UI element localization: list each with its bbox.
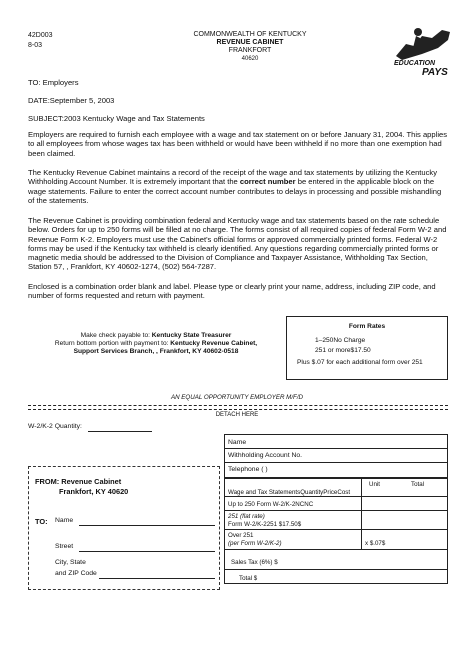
row-divider-2 xyxy=(225,510,447,511)
from-city: Frankfort, KY 40620 xyxy=(59,487,129,496)
agency-city: FRANKFORT xyxy=(228,47,272,54)
row-over-251-price: x $.07$ xyxy=(365,540,386,547)
table-header-row: Wage and Tax StatementsQuantityPriceCost xyxy=(228,489,351,496)
zip-code-label: and ZIP Code xyxy=(55,570,97,577)
memo-to: TO: Employers xyxy=(28,78,79,87)
rate-row-1: 1–250No Charge xyxy=(315,337,366,344)
revision-date: 8-03 xyxy=(28,42,43,49)
logo-text-education: EDUCATION xyxy=(394,60,436,67)
telephone-label: Telephone ( ) xyxy=(228,466,268,473)
logo-text-pays: PAYS xyxy=(422,67,448,78)
return-label: Return bottom portion with payment to: xyxy=(54,340,171,348)
total-row: Total $ xyxy=(239,575,258,582)
paragraph-2 xyxy=(28,168,448,205)
quantity-field[interactable] xyxy=(88,431,152,432)
employer-name-label: Name xyxy=(228,439,247,446)
return-to: Kentucky Revenue Cabinet, xyxy=(170,340,258,348)
sales-tax-row: Sales Tax (6%) $ xyxy=(231,559,278,566)
kentucky-map-icon xyxy=(392,26,454,62)
employer-name-field[interactable] xyxy=(225,448,447,449)
form-rates-box xyxy=(286,316,448,380)
payment-instructions xyxy=(36,332,276,357)
rate-row-2: 251 or more$17.50 xyxy=(315,347,371,354)
street-field[interactable] xyxy=(79,551,215,552)
return-address: Support Services Branch, , Frankfort, KY 40602-0518 xyxy=(73,348,239,356)
city-zip-field[interactable] xyxy=(99,578,215,579)
form-rates-title: Form Rates xyxy=(348,323,386,330)
payable-label: Make check payable to: xyxy=(80,332,152,339)
memo-date: DATE:September 5, 2003 xyxy=(28,96,115,105)
city-state-label: City, State xyxy=(55,559,86,566)
row-over-251: Over 251 xyxy=(228,532,254,539)
employer-info-box xyxy=(224,434,448,478)
row-divider-5 xyxy=(225,569,447,570)
agency-name: REVENUE CABINET xyxy=(216,39,284,46)
education-pays-logo xyxy=(392,26,454,78)
correct-number-emphasis: correct number xyxy=(239,177,296,187)
payable-to: Kentucky State Treasurer xyxy=(151,332,232,339)
row-divider-1 xyxy=(225,496,447,497)
return-line xyxy=(36,340,276,348)
payable-line xyxy=(36,332,276,340)
withholding-account-label: Withholding Account No. xyxy=(228,452,303,459)
row-251-flat: 251 (flat rate) xyxy=(228,513,265,520)
from-label: FROM: Revenue Cabinet xyxy=(35,477,122,486)
detach-here-text: DETACH HERE xyxy=(215,412,259,418)
withholding-account-field[interactable] xyxy=(225,462,447,463)
paragraph-4: Enclosed is a combination order blank and label. Please type or clearly print your name, address, including ZIP code, and number of forms requested and return with payment. xyxy=(28,282,436,301)
col-divider xyxy=(361,479,362,549)
row-up-to-250: Up to 250 Form W-2/K-2NCNC xyxy=(228,501,314,508)
paragraph-3: The Revenue Cabinet is providing combination federal and Kentucky wage and tax statements based on the rate schedule below. Orders for up to 250 forms will be filled at no charge. The forms consist of all required copies of federal Form W-2 and Revenue Form K-2. Employers must use the Cabinet's official forms or approved commercially printed forms. Federal W-2 forms may be used if the Kentucky tax withheld is clearly identified. Any questions regarding commercially printed forms or magnetic media should be addressed to the Division of Compliance and Taxpayer Assistance, Withholding Tax Section, Station 57, , Frankfort, KY 40602-1274, (502) 564-7287. xyxy=(28,216,447,272)
order-table xyxy=(224,478,448,584)
paragraph-2-end: be entered in the applicable block on the wage statements. Failure to enter the correct account number contributes to delays in processing and possible mishandling of the statements. xyxy=(28,177,442,205)
paragraph-2-start: The Kentucky Revenue Cabinet maintains a record of the receipt of the wage and tax statements by utilizing the Kentucky Withholding Account Number. It is extremely important that the xyxy=(28,168,438,187)
row-divider-3 xyxy=(225,529,447,530)
col-unit: Unit xyxy=(369,481,381,488)
agency-zip: 40620 xyxy=(241,56,259,62)
street-label: Street xyxy=(55,543,74,550)
equal-opportunity-text: AN EQUAL OPPORTUNITY EMPLOYER M/F/D xyxy=(170,394,304,401)
mailing-label-area xyxy=(28,466,220,590)
col-total: Total xyxy=(411,481,425,488)
state-name: COMMONWEALTH OF KENTUCKY xyxy=(193,31,307,38)
row-divider-4 xyxy=(225,549,447,550)
rate-row-3: Plus $.07 for each additional form over 251 xyxy=(297,359,423,366)
detach-line-top xyxy=(28,405,448,406)
to-name-field[interactable] xyxy=(79,525,215,526)
row-per-form: (per Form W-2/K-2) xyxy=(228,540,282,547)
detach-line-bottom xyxy=(28,409,448,410)
quantity-label: W-2/K-2 Quantity: xyxy=(28,423,82,430)
to-label: TO: xyxy=(35,517,48,526)
to-name-label: Name xyxy=(55,517,74,524)
form-id: 42D003 xyxy=(28,32,53,39)
paragraph-1: Employers are required to furnish each employee with a wage and tax statement on or before January 31, 2004. This applies to all employees from whose wages tax has been withheld or would have been withheld if no more than one exemption had been claimed. xyxy=(28,130,448,158)
memo-subject: SUBJECT:2003 Kentucky Wage and Tax Statements xyxy=(28,114,205,123)
row-251-form: Form W-2/K-2251 $17.50$ xyxy=(228,521,302,528)
